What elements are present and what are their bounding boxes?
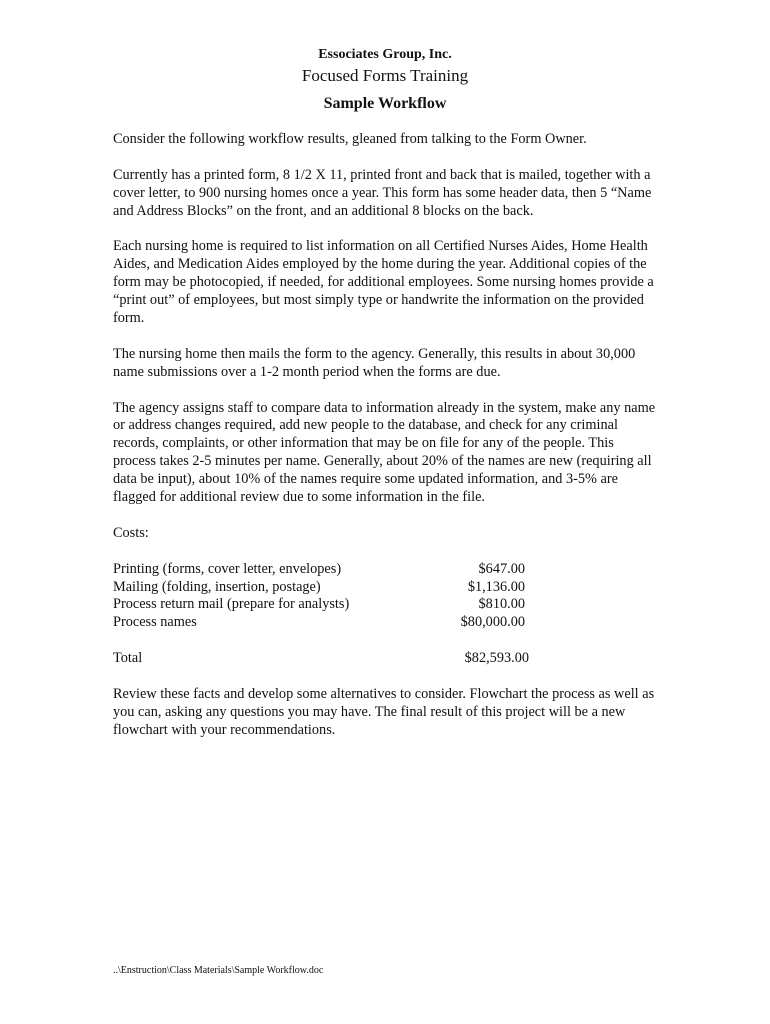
document-title: Sample Workflow — [323, 95, 447, 112]
company-name: Essociates Group, Inc. — [318, 47, 452, 62]
cost-row — [113, 579, 658, 597]
cost-label: Process return mail (prepare for analysts) — [113, 596, 350, 613]
cost-amount: $1,136.00 — [467, 578, 525, 595]
cost-row — [113, 614, 658, 632]
total-row — [113, 650, 658, 668]
intro-paragraph: Consider the following workflow results, gleaned from talking to the Form Owner. — [113, 131, 587, 147]
paragraph-agency-process: The agency assigns staff to compare data to information already in the system, make any name or address changes required, add new people to the database, and check for any criminal records, complaints, or other information that may be on file for any of the people. This process takes 2-5 minutes per name. Generally, about 20% of the names are new (requiring all data be input), about 10% of the names require some updated information, and 3-5% are flagged for additional review due to some information in the file. — [113, 399, 656, 506]
costs-heading: Costs: — [113, 524, 149, 541]
total-label: Total — [113, 650, 143, 667]
costs-table — [113, 561, 658, 633]
cost-amount: $810.00 — [478, 596, 525, 613]
cost-row — [113, 561, 658, 579]
cost-label: Printing (forms, cover letter, envelopes) — [113, 560, 342, 577]
paragraph-mailing: The nursing home then mails the form to the agency. Generally, this results in about 30,000 name submissions over a 1-2 month period when the forms are due. — [113, 345, 636, 380]
footer-file-path: ..\Enstruction\Class Materials\Sample Workflow.doc — [113, 965, 324, 976]
paragraph-nursing-home-requirements: Each nursing home is required to list information on all Certified Nurses Aides, Home Health Aides, and Medication Aides employed by the home during the year. Additional copies of the form may be photocopied, if needed, for additional employees. Some nursing homes provide a “print out” of employees, but most simply type or handwrite the information on the provided form. — [113, 238, 654, 327]
cost-label: Mailing (folding, insertion, postage) — [113, 578, 321, 595]
closing-paragraph: Review these facts and develop some alternatives to consider. Flowchart the process as well as you can, asking any questions you may have. The final result of this project will be a new flowchart with your recommendations. — [113, 685, 655, 738]
cost-label: Process names — [113, 614, 197, 631]
total-amount: $82,593.00 — [464, 650, 529, 667]
document-body — [113, 131, 658, 758]
course-name: Focused Forms Training — [301, 66, 469, 85]
cost-amount: $647.00 — [478, 560, 525, 577]
paragraph-current-process: Currently has a printed form, 8 1/2 X 11, printed front and back that is mailed, together with a cover letter, to 900 nursing homes once a year. This form has some header data, then 5 “Name and Address Blocks” on the front, and an additional 8 blocks on the back. — [113, 166, 652, 219]
cost-amount: $80,000.00 — [460, 614, 525, 631]
cost-row — [113, 596, 658, 614]
